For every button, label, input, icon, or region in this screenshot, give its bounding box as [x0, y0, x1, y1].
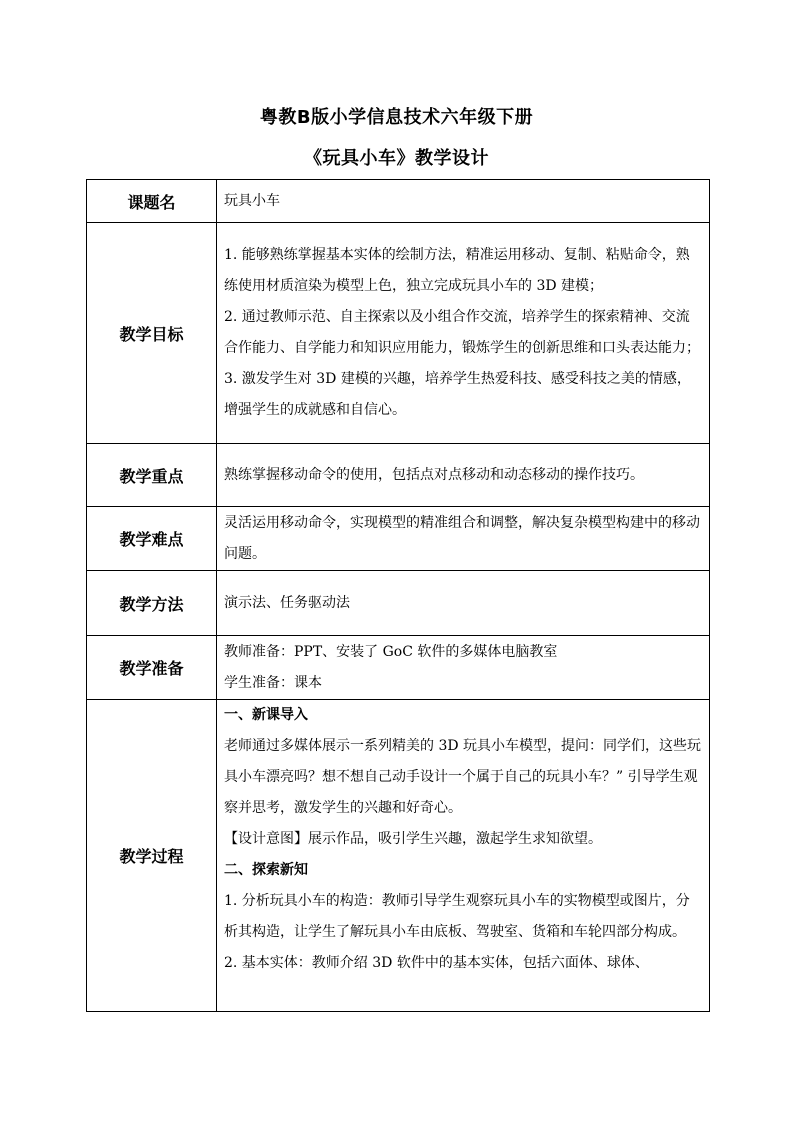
student-preparation: 学生准备：课本 [224, 674, 322, 691]
intro-design-intent: 【设计意图】展示作品，吸引学生兴趣，激起学生求知欲望。 [224, 831, 602, 847]
section-heading-explore: 二、探索新知 [224, 862, 308, 878]
explore-item-2: 2. 基本实体：教师介绍 3D 软件中的基本实体，包括六面体、球体、 [224, 955, 649, 971]
difficulty-value: 灵活运用移动命令，实现模型的精准组合和调整，解决复杂模型构建中的移动问题。 [217, 507, 710, 571]
topic-label: 课题名 [87, 180, 217, 223]
table-row-process [87, 700, 710, 1012]
table-row-difficulty [87, 507, 710, 571]
topic-value: 玩具小车 [217, 180, 710, 223]
goal-item-1: 1. 能够熟练掌握基本实体的绘制方法，精准运用移动、复制、粘贴命令，熟练使用材质渲染为模型上色，独立完成玩具小车的 3D 建模； [224, 247, 690, 294]
table-row-method [87, 571, 710, 636]
preparation-label: 教学准备 [87, 636, 217, 700]
explore-item-1: 1. 分析玩具小车的构造：教师引导学生观察玩具小车的实物模型或图片，分析其构造，让学生了解玩具小车由底板、驾驶室、货箱和车轮四部分构成。 [224, 893, 690, 940]
intro-paragraph: 老师通过多媒体展示一系列精美的 3D 玩具小车模型，提问：同学们，这些玩具小车漂亮吗？想不想自己动手设计一个属于自己的玩具小车？” 引导学生观察并思考，激发学生的兴趣和好奇心。 [224, 738, 702, 816]
method-label: 教学方法 [87, 571, 217, 636]
method-value: 演示法、任务驱动法 [217, 571, 710, 636]
table-row-key-point [87, 444, 710, 507]
goals-label: 教学目标 [87, 223, 217, 444]
document-title: 粤教B版小学信息技术六年级下册 [259, 107, 534, 128]
section-heading-intro: 一、新课导入 [224, 707, 308, 723]
key-point-label: 教学重点 [87, 444, 217, 507]
table-row-preparation [87, 636, 710, 700]
key-point-value: 熟练掌握移动命令的使用，包括点对点移动和动态移动的操作技巧。 [217, 444, 710, 507]
teacher-preparation: 教师准备：PPT、安装了 GoC 软件的多媒体电脑教室 [224, 643, 558, 660]
difficulty-label: 教学难点 [87, 507, 217, 571]
preparation-content [217, 636, 710, 700]
process-label: 教学过程 [87, 700, 217, 1012]
document-subtitle: 《玩具小车》教学设计 [304, 148, 489, 169]
table-row-topic [87, 180, 710, 223]
lesson-plan-table [86, 179, 710, 1012]
goal-item-2: 2. 通过教师示范、自主探索以及小组合作交流，培养学生的探索精神、交流合作能力、自学能力和知识应用能力，锻炼学生的创新思维和口头表达能力； [224, 309, 700, 356]
process-content [217, 700, 710, 1012]
goals-content [217, 223, 710, 444]
goal-item-3: 3. 激发学生对 3D 建模的兴趣，培养学生热爱科技、感受科技之美的情感，增强学生的成就感和自信心。 [224, 371, 691, 418]
table-row-goals [87, 223, 710, 444]
